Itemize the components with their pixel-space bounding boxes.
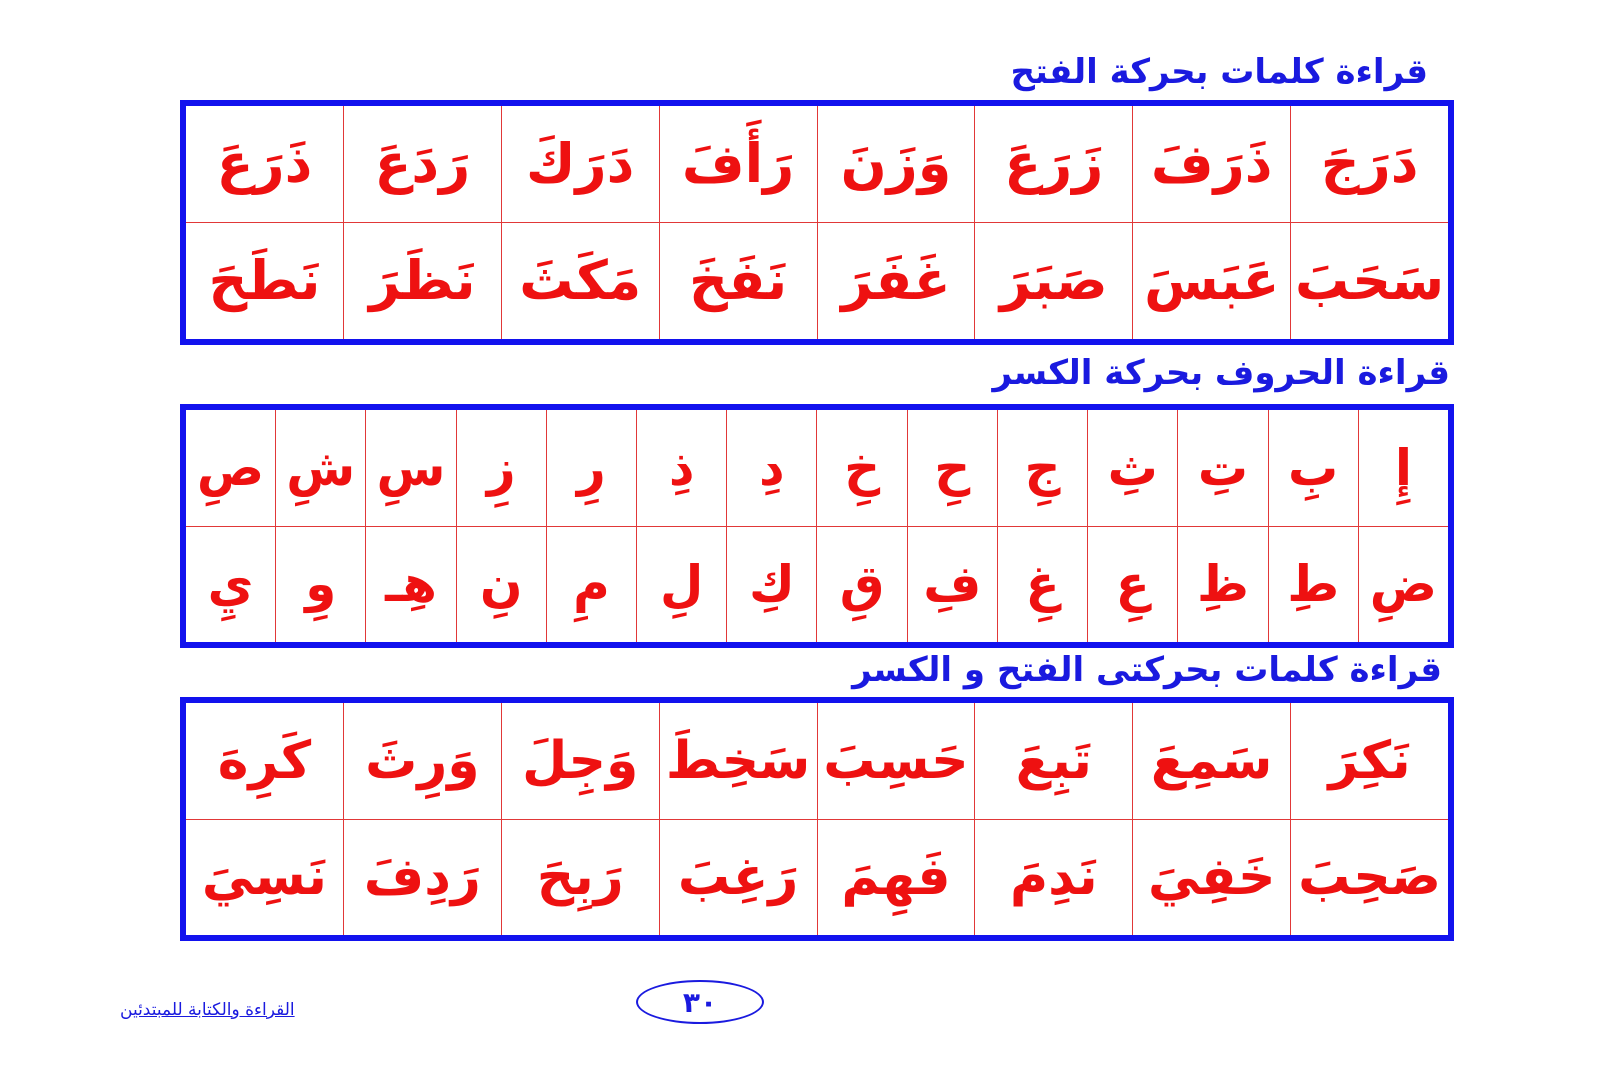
table-cell: نَكِرَ bbox=[1328, 730, 1411, 791]
table-cell: خَفِيَ bbox=[1133, 820, 1291, 936]
table-row bbox=[186, 410, 1448, 526]
book-title: القراءة والكتابة للمبتدئين bbox=[120, 1000, 295, 1020]
section-2-table bbox=[180, 404, 1454, 648]
table-cell: نَطَحَ bbox=[186, 223, 344, 339]
table-cell: تَبِعَ bbox=[975, 703, 1133, 819]
table-cell: دَرَكَ bbox=[502, 106, 660, 222]
table-cell: جِ bbox=[998, 410, 1088, 526]
table-cell: غَفَرَ bbox=[818, 223, 976, 339]
table-cell: ذَرَعَ bbox=[186, 106, 344, 222]
section-3-table bbox=[180, 697, 1454, 941]
table-cell: خِ bbox=[817, 410, 907, 526]
table-cell: ذِ bbox=[637, 410, 727, 526]
table-cell: نَسِيَ bbox=[186, 820, 344, 936]
table-cell: لِ bbox=[637, 527, 727, 643]
table-cell: سَمِعَ bbox=[1133, 703, 1291, 819]
table-cell: سَحَبَ bbox=[1294, 249, 1445, 312]
table-cell: وَزَنَ bbox=[818, 106, 976, 222]
table-cell: صَبَرَ bbox=[975, 223, 1133, 339]
table-cell: نَفَخَ bbox=[660, 223, 818, 339]
table-cell: حِ bbox=[908, 410, 998, 526]
table-row bbox=[186, 106, 1448, 222]
section-1-heading: قراءة كلمات بحركة الفتح bbox=[1010, 52, 1428, 92]
table-cell: صَحِبَ bbox=[1298, 847, 1441, 908]
table-cell: إِ bbox=[1394, 438, 1412, 497]
table-cell: غِ bbox=[998, 527, 1088, 643]
table-cell: رَدِفَ bbox=[344, 820, 502, 936]
table-cell: سِ bbox=[366, 410, 456, 526]
table-cell: ثِ bbox=[1088, 410, 1178, 526]
table-cell: تِ bbox=[1178, 410, 1268, 526]
table-row bbox=[186, 222, 1448, 339]
table-cell: حَسِبَ bbox=[818, 703, 976, 819]
table-cell: صِ bbox=[186, 410, 276, 526]
table-cell: سَخِطَ bbox=[660, 703, 818, 819]
table-cell: كِ bbox=[727, 527, 817, 643]
table-cell: رَغِبَ bbox=[660, 820, 818, 936]
table-cell: يِ bbox=[186, 527, 276, 643]
table-cell: زِ bbox=[457, 410, 547, 526]
table-cell: فَهِمَ bbox=[818, 820, 976, 936]
table-cell: نِ bbox=[457, 527, 547, 643]
table-cell: دَرَجَ bbox=[1320, 132, 1419, 195]
table-cell: ذَرَفَ bbox=[1133, 106, 1291, 222]
table-cell: كَرِهَ bbox=[186, 703, 344, 819]
table-cell: قِ bbox=[817, 527, 907, 643]
table-cell: رِ bbox=[547, 410, 637, 526]
section-3-heading: قراءة كلمات بحركتى الفتح و الكسر bbox=[852, 650, 1442, 690]
table-cell: ظِ bbox=[1178, 527, 1268, 643]
table-row bbox=[186, 526, 1448, 643]
table-cell: رَأَفَ bbox=[660, 106, 818, 222]
table-cell: رَدَعَ bbox=[344, 106, 502, 222]
table-cell: بِ bbox=[1269, 410, 1359, 526]
section-1-table bbox=[180, 100, 1454, 345]
table-cell: عَبَسَ bbox=[1133, 223, 1291, 339]
table-row bbox=[186, 819, 1448, 936]
table-cell: طِ bbox=[1269, 527, 1359, 643]
table-cell: فِ bbox=[908, 527, 998, 643]
page-number: ٣٠ bbox=[636, 980, 764, 1024]
table-cell: مَكَثَ bbox=[502, 223, 660, 339]
table-cell: هِـ bbox=[366, 527, 456, 643]
table-cell: نَدِمَ bbox=[975, 820, 1133, 936]
table-cell: وَرِثَ bbox=[344, 703, 502, 819]
table-cell: وِ bbox=[276, 527, 366, 643]
table-row bbox=[186, 703, 1448, 819]
table-cell: رَبِحَ bbox=[502, 820, 660, 936]
table-cell: زَرَعَ bbox=[975, 106, 1133, 222]
table-cell: شِ bbox=[276, 410, 366, 526]
section-2-heading: قراءة الحروف بحركة الكسر bbox=[992, 353, 1450, 393]
table-cell: دِ bbox=[727, 410, 817, 526]
table-cell: وَجِلَ bbox=[502, 703, 660, 819]
table-cell: عِ bbox=[1088, 527, 1178, 643]
table-cell: ضِ bbox=[1369, 555, 1438, 614]
table-cell: نَظَرَ bbox=[344, 223, 502, 339]
table-cell: مِ bbox=[547, 527, 637, 643]
